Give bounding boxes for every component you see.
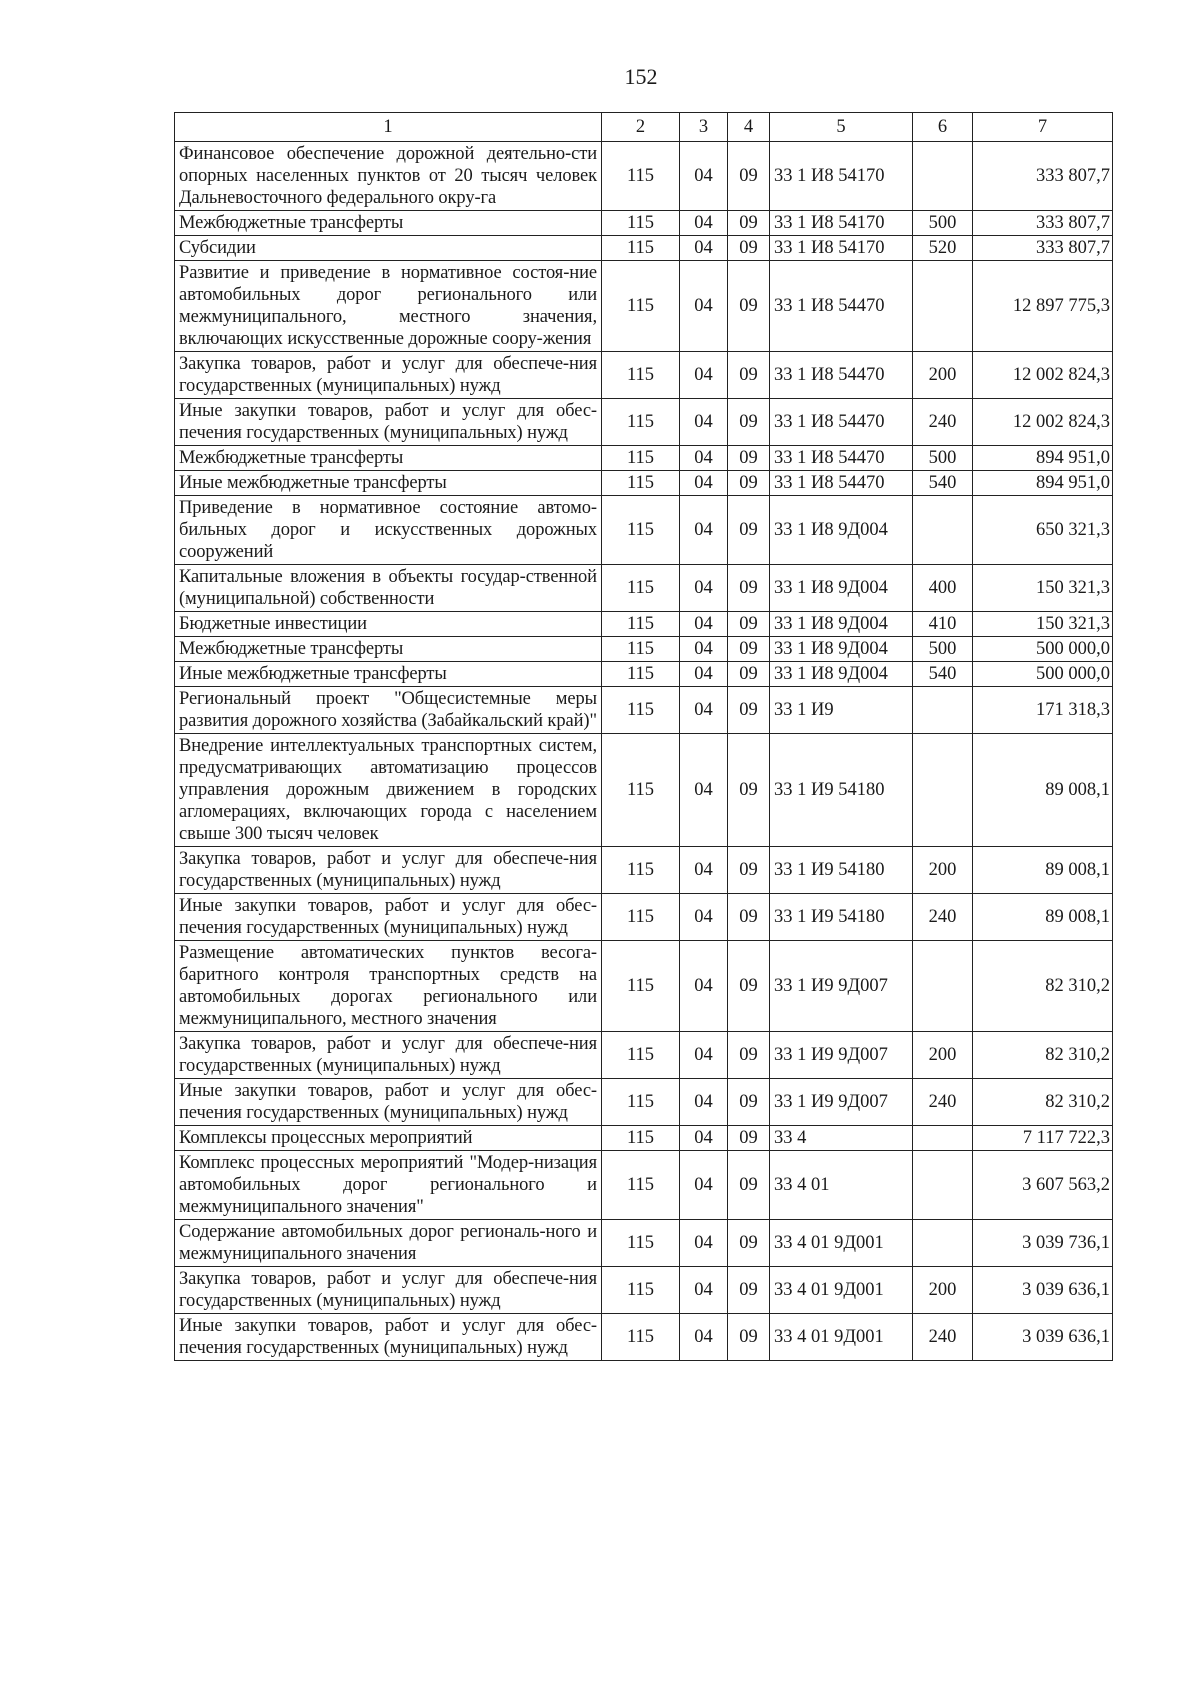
expense-type-cell: 520 xyxy=(913,236,973,261)
subsection-cell: 09 xyxy=(728,496,770,565)
header-col-3: 3 xyxy=(680,113,728,142)
amount-cell: 150 321,3 xyxy=(973,565,1113,612)
table-row xyxy=(175,612,1113,637)
table-row xyxy=(175,1126,1113,1151)
header-col-1: 1 xyxy=(175,113,602,142)
row-name-cell: Развитие и приведение в нормативное состоя-ние автомобильных дорог регионального или межмуниципального, местного значения, включающих искусственные дорожные соору-жения xyxy=(175,261,602,352)
table-row xyxy=(175,352,1113,399)
subsection-cell: 09 xyxy=(728,142,770,211)
header-row xyxy=(175,113,1113,142)
row-name-cell: Комплекс процессных мероприятий "Модер-низация автомобильных дорог регионального и межмуниципального значения" xyxy=(175,1151,602,1220)
subsection-cell: 09 xyxy=(728,1126,770,1151)
target-article-cell: 33 1 И8 54470 xyxy=(770,399,913,446)
expense-type-cell: 540 xyxy=(913,471,973,496)
table-row xyxy=(175,496,1113,565)
table-row xyxy=(175,941,1113,1032)
row-name-cell: Субсидии xyxy=(175,236,602,261)
row-name-cell: Содержание автомобильных дорог региональ-ного и межмуниципального значения xyxy=(175,1220,602,1267)
table-row xyxy=(175,687,1113,734)
admin-code-cell: 115 xyxy=(602,399,680,446)
target-article-cell: 33 1 И8 54170 xyxy=(770,211,913,236)
table-row xyxy=(175,734,1113,847)
admin-code-cell: 115 xyxy=(602,565,680,612)
expense-type-cell: 540 xyxy=(913,662,973,687)
expense-type-cell xyxy=(913,734,973,847)
expense-type-cell: 400 xyxy=(913,565,973,612)
header-col-6: 6 xyxy=(913,113,973,142)
table-row xyxy=(175,1267,1113,1314)
admin-code-cell: 115 xyxy=(602,261,680,352)
subsection-cell: 09 xyxy=(728,1151,770,1220)
expense-type-cell xyxy=(913,496,973,565)
target-article-cell: 33 4 xyxy=(770,1126,913,1151)
section-cell: 04 xyxy=(680,1151,728,1220)
expense-type-cell: 500 xyxy=(913,637,973,662)
row-name-cell: Размещение автоматических пунктов весога-баритного контроля транспортных средств на автомобильных дорогах регионального или межмуниципального, местного значения xyxy=(175,941,602,1032)
admin-code-cell: 115 xyxy=(602,471,680,496)
amount-cell: 894 951,0 xyxy=(973,446,1113,471)
subsection-cell: 09 xyxy=(728,565,770,612)
target-article-cell: 33 4 01 9Д001 xyxy=(770,1220,913,1267)
amount-cell: 3 039 736,1 xyxy=(973,1220,1113,1267)
admin-code-cell: 115 xyxy=(602,847,680,894)
subsection-cell: 09 xyxy=(728,446,770,471)
row-name-cell: Приведение в нормативное состояние автомо-бильных дорог и искусственных дорожных сооружений xyxy=(175,496,602,565)
section-cell: 04 xyxy=(680,471,728,496)
amount-cell: 894 951,0 xyxy=(973,471,1113,496)
section-cell: 04 xyxy=(680,941,728,1032)
admin-code-cell: 115 xyxy=(602,142,680,211)
subsection-cell: 09 xyxy=(728,471,770,496)
admin-code-cell: 115 xyxy=(602,1151,680,1220)
target-article-cell: 33 1 И9 54180 xyxy=(770,734,913,847)
amount-cell: 82 310,2 xyxy=(973,1032,1113,1079)
expense-type-cell: 240 xyxy=(913,1314,973,1361)
subsection-cell: 09 xyxy=(728,1032,770,1079)
row-name-cell: Закупка товаров, работ и услуг для обеспече-ния государственных (муниципальных) нужд xyxy=(175,847,602,894)
table-body xyxy=(175,142,1113,1361)
table-row xyxy=(175,894,1113,941)
table-row xyxy=(175,261,1113,352)
amount-cell: 650 321,3 xyxy=(973,496,1113,565)
row-name-cell: Иные закупки товаров, работ и услуг для обес-печения государственных (муниципальных) нужд xyxy=(175,894,602,941)
row-name-cell: Межбюджетные трансферты xyxy=(175,211,602,236)
section-cell: 04 xyxy=(680,847,728,894)
expense-type-cell xyxy=(913,1126,973,1151)
amount-cell: 12 002 824,3 xyxy=(973,352,1113,399)
row-name-cell: Закупка товаров, работ и услуг для обеспече-ния государственных (муниципальных) нужд xyxy=(175,352,602,399)
table-row xyxy=(175,1220,1113,1267)
section-cell: 04 xyxy=(680,399,728,446)
target-article-cell: 33 1 И8 9Д004 xyxy=(770,612,913,637)
subsection-cell: 09 xyxy=(728,687,770,734)
expense-type-cell: 240 xyxy=(913,1079,973,1126)
section-cell: 04 xyxy=(680,142,728,211)
amount-cell: 171 318,3 xyxy=(973,687,1113,734)
section-cell: 04 xyxy=(680,261,728,352)
table-row xyxy=(175,565,1113,612)
section-cell: 04 xyxy=(680,496,728,565)
amount-cell: 150 321,3 xyxy=(973,612,1113,637)
section-cell: 04 xyxy=(680,1220,728,1267)
section-cell: 04 xyxy=(680,352,728,399)
row-name-cell: Капитальные вложения в объекты государ-ственной (муниципальной) собственности xyxy=(175,565,602,612)
target-article-cell: 33 1 И8 9Д004 xyxy=(770,637,913,662)
amount-cell: 82 310,2 xyxy=(973,941,1113,1032)
subsection-cell: 09 xyxy=(728,261,770,352)
target-article-cell: 33 1 И8 9Д004 xyxy=(770,662,913,687)
target-article-cell: 33 1 И8 54470 xyxy=(770,261,913,352)
subsection-cell: 09 xyxy=(728,637,770,662)
section-cell: 04 xyxy=(680,1126,728,1151)
amount-cell: 12 897 775,3 xyxy=(973,261,1113,352)
admin-code-cell: 115 xyxy=(602,612,680,637)
expense-type-cell xyxy=(913,941,973,1032)
target-article-cell: 33 1 И8 54170 xyxy=(770,236,913,261)
amount-cell: 3 039 636,1 xyxy=(973,1314,1113,1361)
table-row xyxy=(175,662,1113,687)
section-cell: 04 xyxy=(680,662,728,687)
section-cell: 04 xyxy=(680,1079,728,1126)
amount-cell: 89 008,1 xyxy=(973,734,1113,847)
admin-code-cell: 115 xyxy=(602,1032,680,1079)
header-col-5: 5 xyxy=(770,113,913,142)
subsection-cell: 09 xyxy=(728,1220,770,1267)
table-row xyxy=(175,142,1113,211)
budget-table xyxy=(174,112,1113,1361)
section-cell: 04 xyxy=(680,446,728,471)
admin-code-cell: 115 xyxy=(602,1314,680,1361)
subsection-cell: 09 xyxy=(728,1079,770,1126)
row-name-cell: Бюджетные инвестиции xyxy=(175,612,602,637)
admin-code-cell: 115 xyxy=(602,941,680,1032)
target-article-cell: 33 4 01 9Д001 xyxy=(770,1267,913,1314)
subsection-cell: 09 xyxy=(728,236,770,261)
target-article-cell: 33 1 И9 9Д007 xyxy=(770,1032,913,1079)
admin-code-cell: 115 xyxy=(602,496,680,565)
subsection-cell: 09 xyxy=(728,734,770,847)
admin-code-cell: 115 xyxy=(602,352,680,399)
subsection-cell: 09 xyxy=(728,847,770,894)
row-name-cell: Иные закупки товаров, работ и услуг для обес-печения государственных (муниципальных) нужд xyxy=(175,1079,602,1126)
target-article-cell: 33 1 И8 54170 xyxy=(770,142,913,211)
table-row xyxy=(175,637,1113,662)
target-article-cell: 33 1 И9 54180 xyxy=(770,847,913,894)
row-name-cell: Комплексы процессных мероприятий xyxy=(175,1126,602,1151)
row-name-cell: Иные закупки товаров, работ и услуг для обес-печения государственных (муниципальных) нужд xyxy=(175,1314,602,1361)
subsection-cell: 09 xyxy=(728,1314,770,1361)
expense-type-cell: 500 xyxy=(913,446,973,471)
subsection-cell: 09 xyxy=(728,612,770,637)
admin-code-cell: 115 xyxy=(602,211,680,236)
amount-cell: 89 008,1 xyxy=(973,847,1113,894)
table-row xyxy=(175,1079,1113,1126)
admin-code-cell: 115 xyxy=(602,1220,680,1267)
row-name-cell: Финансовое обеспечение дорожной деятельно-сти опорных населенных пунктов от 20 тысяч человек Дальневосточного федерального окру-га xyxy=(175,142,602,211)
amount-cell: 333 807,7 xyxy=(973,142,1113,211)
header-col-2: 2 xyxy=(602,113,680,142)
target-article-cell: 33 1 И9 9Д007 xyxy=(770,1079,913,1126)
subsection-cell: 09 xyxy=(728,941,770,1032)
expense-type-cell: 200 xyxy=(913,352,973,399)
table-row xyxy=(175,211,1113,236)
admin-code-cell: 115 xyxy=(602,1079,680,1126)
admin-code-cell: 115 xyxy=(602,446,680,471)
expense-type-cell xyxy=(913,142,973,211)
admin-code-cell: 115 xyxy=(602,662,680,687)
admin-code-cell: 115 xyxy=(602,236,680,261)
expense-type-cell: 200 xyxy=(913,1267,973,1314)
amount-cell: 500 000,0 xyxy=(973,662,1113,687)
section-cell: 04 xyxy=(680,1032,728,1079)
subsection-cell: 09 xyxy=(728,1267,770,1314)
row-name-cell: Иные межбюджетные трансферты xyxy=(175,662,602,687)
section-cell: 04 xyxy=(680,565,728,612)
subsection-cell: 09 xyxy=(728,211,770,236)
section-cell: 04 xyxy=(680,211,728,236)
expense-type-cell xyxy=(913,1220,973,1267)
section-cell: 04 xyxy=(680,1314,728,1361)
expense-type-cell: 200 xyxy=(913,1032,973,1079)
amount-cell: 333 807,7 xyxy=(973,211,1113,236)
admin-code-cell: 115 xyxy=(602,687,680,734)
expense-type-cell xyxy=(913,261,973,352)
expense-type-cell: 500 xyxy=(913,211,973,236)
amount-cell: 7 117 722,3 xyxy=(973,1126,1113,1151)
section-cell: 04 xyxy=(680,894,728,941)
admin-code-cell: 115 xyxy=(602,637,680,662)
table-row xyxy=(175,236,1113,261)
amount-cell: 12 002 824,3 xyxy=(973,399,1113,446)
target-article-cell: 33 1 И8 9Д004 xyxy=(770,496,913,565)
target-article-cell: 33 4 01 xyxy=(770,1151,913,1220)
expense-type-cell: 200 xyxy=(913,847,973,894)
row-name-cell: Иные закупки товаров, работ и услуг для обес-печения государственных (муниципальных) нужд xyxy=(175,399,602,446)
subsection-cell: 09 xyxy=(728,352,770,399)
admin-code-cell: 115 xyxy=(602,1126,680,1151)
row-name-cell: Региональный проект "Общесистемные меры развития дорожного хозяйства (Забайкальский край)" xyxy=(175,687,602,734)
section-cell: 04 xyxy=(680,734,728,847)
target-article-cell: 33 1 И8 54470 xyxy=(770,352,913,399)
target-article-cell: 33 1 И9 54180 xyxy=(770,894,913,941)
table-row xyxy=(175,1314,1113,1361)
expense-type-cell: 410 xyxy=(913,612,973,637)
target-article-cell: 33 1 И9 xyxy=(770,687,913,734)
subsection-cell: 09 xyxy=(728,399,770,446)
header-col-7: 7 xyxy=(973,113,1113,142)
page-number: 152 xyxy=(624,64,658,89)
section-cell: 04 xyxy=(680,612,728,637)
target-article-cell: 33 1 И8 54470 xyxy=(770,446,913,471)
amount-cell: 333 807,7 xyxy=(973,236,1113,261)
table-row xyxy=(175,399,1113,446)
table-row xyxy=(175,446,1113,471)
target-article-cell: 33 1 И9 9Д007 xyxy=(770,941,913,1032)
row-name-cell: Межбюджетные трансферты xyxy=(175,637,602,662)
section-cell: 04 xyxy=(680,637,728,662)
table-row xyxy=(175,471,1113,496)
row-name-cell: Иные межбюджетные трансферты xyxy=(175,471,602,496)
table-row xyxy=(175,1032,1113,1079)
section-cell: 04 xyxy=(680,1267,728,1314)
expense-type-cell: 240 xyxy=(913,399,973,446)
row-name-cell: Закупка товаров, работ и услуг для обеспече-ния государственных (муниципальных) нужд xyxy=(175,1032,602,1079)
expense-type-cell xyxy=(913,1151,973,1220)
amount-cell: 3 039 636,1 xyxy=(973,1267,1113,1314)
row-name-cell: Закупка товаров, работ и услуг для обеспече-ния государственных (муниципальных) нужд xyxy=(175,1267,602,1314)
header-col-4: 4 xyxy=(728,113,770,142)
expense-type-cell xyxy=(913,687,973,734)
subsection-cell: 09 xyxy=(728,662,770,687)
table-row xyxy=(175,847,1113,894)
amount-cell: 89 008,1 xyxy=(973,894,1113,941)
admin-code-cell: 115 xyxy=(602,734,680,847)
admin-code-cell: 115 xyxy=(602,894,680,941)
section-cell: 04 xyxy=(680,687,728,734)
amount-cell: 3 607 563,2 xyxy=(973,1151,1113,1220)
target-article-cell: 33 1 И8 9Д004 xyxy=(770,565,913,612)
admin-code-cell: 115 xyxy=(602,1267,680,1314)
target-article-cell: 33 1 И8 54470 xyxy=(770,471,913,496)
section-cell: 04 xyxy=(680,236,728,261)
target-article-cell: 33 4 01 9Д001 xyxy=(770,1314,913,1361)
subsection-cell: 09 xyxy=(728,894,770,941)
amount-cell: 500 000,0 xyxy=(973,637,1113,662)
row-name-cell: Внедрение интеллектуальных транспортных систем, предусматривающих автоматизацию процессов управления дорожным движением в городских агломерациях, включающих города с населением свыше 300 тысяч человек xyxy=(175,734,602,847)
expense-type-cell: 240 xyxy=(913,894,973,941)
table-row xyxy=(175,1151,1113,1220)
amount-cell: 82 310,2 xyxy=(973,1079,1113,1126)
row-name-cell: Межбюджетные трансферты xyxy=(175,446,602,471)
